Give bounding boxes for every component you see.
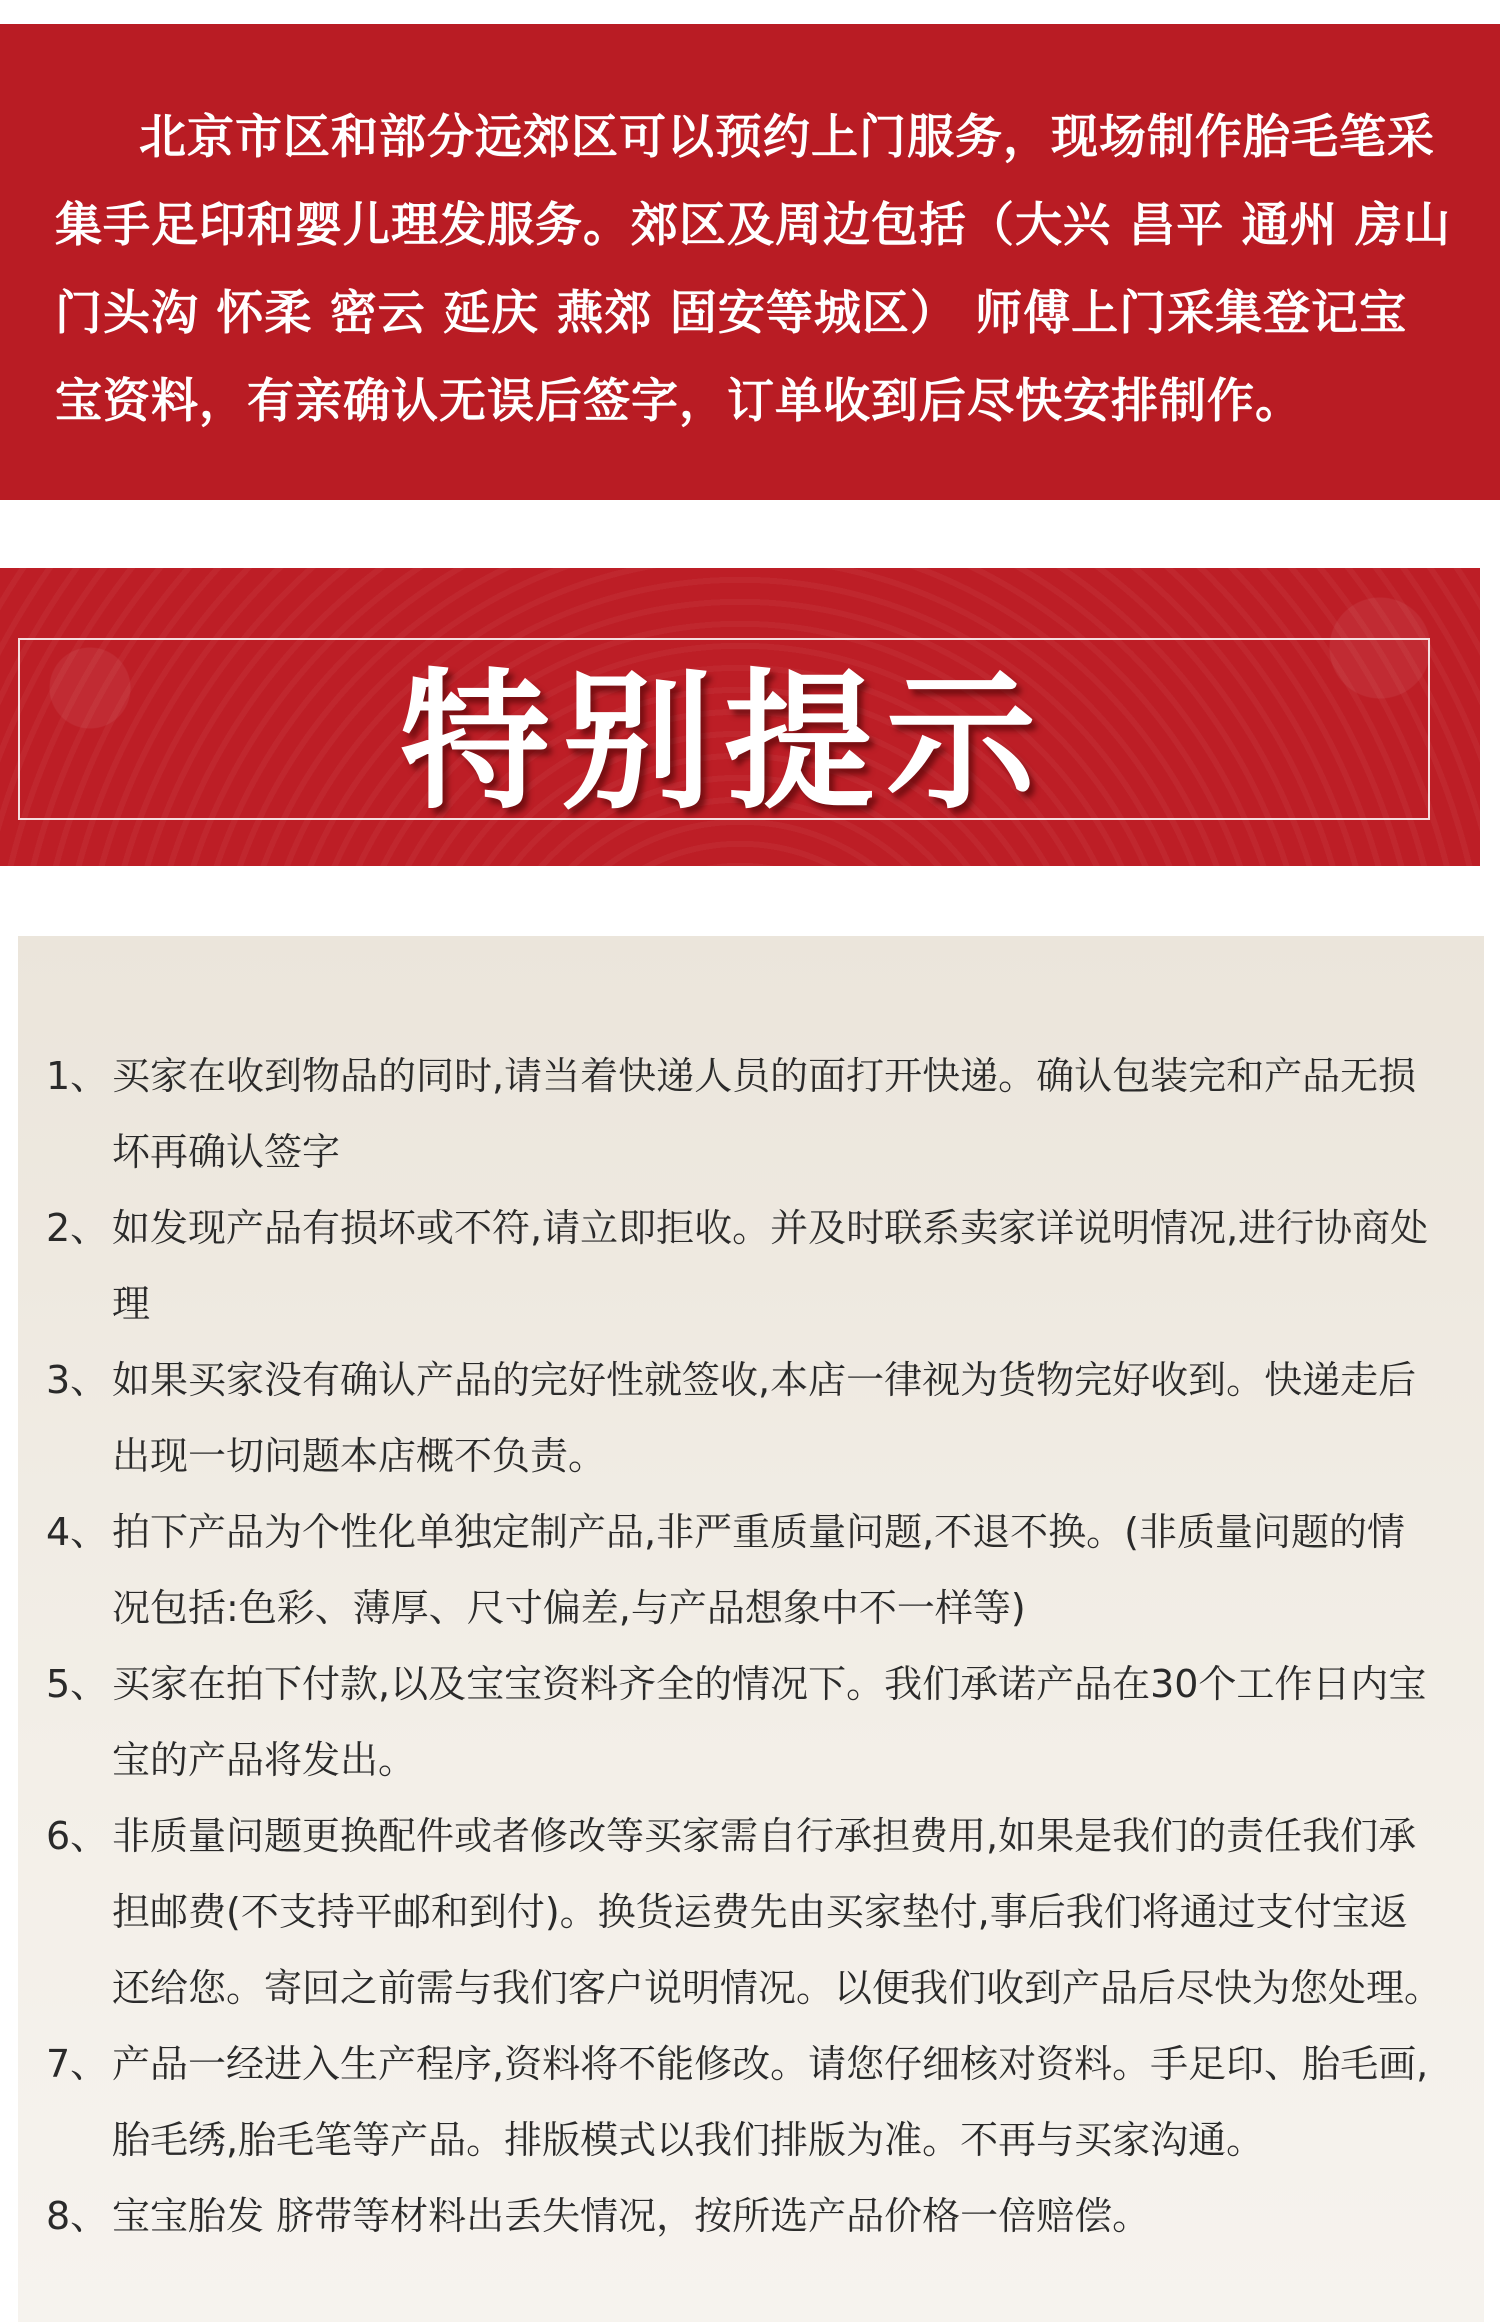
notice-item-text: 产品一经进入生产程序,资料将不能修改。请您仔细核对资料。手足印、胎毛画,胎毛绣,胎毛笔等产品。排版模式以我们排版为准。不再与买家沟通。 (112, 2042, 1429, 2162)
notice-item-number: 5、 (46, 1662, 109, 1706)
notice-item-text: 拍下产品为个性化单独定制产品,非严重质量问题,不退不换。(非质量问题的情况包括:色彩、薄厚、尺寸偏差,与产品想象中不一样等) (112, 1510, 1405, 1630)
banner-title: 特别提示 (399, 654, 1048, 830)
notice-item-text: 买家在收到物品的同时,请当着快递人员的面打开快递。确认包装完和产品无损坏再确认签字 (112, 1054, 1417, 1174)
notice-item (46, 1494, 1444, 1646)
banner-frame (18, 638, 1430, 830)
service-intro-text: 北京市区和部分远郊区可以预约上门服务，现场制作胎毛笔采集手足印和婴儿理发服务。郊区及周边包括（大兴 昌平 通州 房山 门头沟 怀柔 密云 延庆 燕郊 固安等城区） 师傅上门采集登记宝宝资料，有亲确认无误后签字，订单收到后尽快安排制作。 (55, 110, 1452, 429)
notice-item (46, 1038, 1444, 1190)
notice-item-text: 如果买家没有确认产品的完好性就签收,本店一律视为货物完好收到。快递走后出现一切问题本店概不负责。 (112, 1358, 1417, 1478)
notice-item-number: 4、 (46, 1510, 109, 1554)
notice-list (18, 936, 1484, 2322)
notice-item-text: 买家在拍下付款,以及宝宝资料齐全的情况下。我们承诺产品在30个工作日内宝宝的产品将发出。 (112, 1662, 1427, 1782)
notice-item (46, 2026, 1444, 2178)
notice-item-text: 宝宝胎发 脐带等材料出丢失情况，按所选产品价格一倍赔偿。 (112, 2194, 1151, 2238)
notice-item-number: 6、 (46, 1814, 109, 1858)
notice-item-text: 非质量问题更换配件或者修改等买家需自行承担费用,如果是我们的责任我们承担邮费(不支持平邮和到付)。换货运费先由买家垫付,事后我们将通过支付宝返还给您。寄回之前需与我们客户说明情况。以便我们收到产品后尽快为您处理。 (112, 1814, 1443, 2010)
service-intro-panel (0, 24, 1500, 500)
notice-item (46, 1342, 1444, 1494)
notice-item-number: 8、 (46, 2194, 109, 2238)
notice-item (46, 2178, 1444, 2254)
notice-item-number: 2、 (46, 1206, 109, 1250)
notice-item (46, 1798, 1444, 2026)
notice-item-number: 3、 (46, 1358, 109, 1402)
special-notice-banner (0, 568, 1480, 866)
notice-item-text: 如发现产品有损坏或不符,请立即拒收。并及时联系卖家详说明情况,进行协商处理 (112, 1206, 1429, 1326)
notice-item (46, 1646, 1444, 1798)
notice-item-number: 7、 (46, 2042, 109, 2086)
notice-item-number: 1、 (46, 1054, 109, 1098)
notice-item (46, 1190, 1444, 1342)
